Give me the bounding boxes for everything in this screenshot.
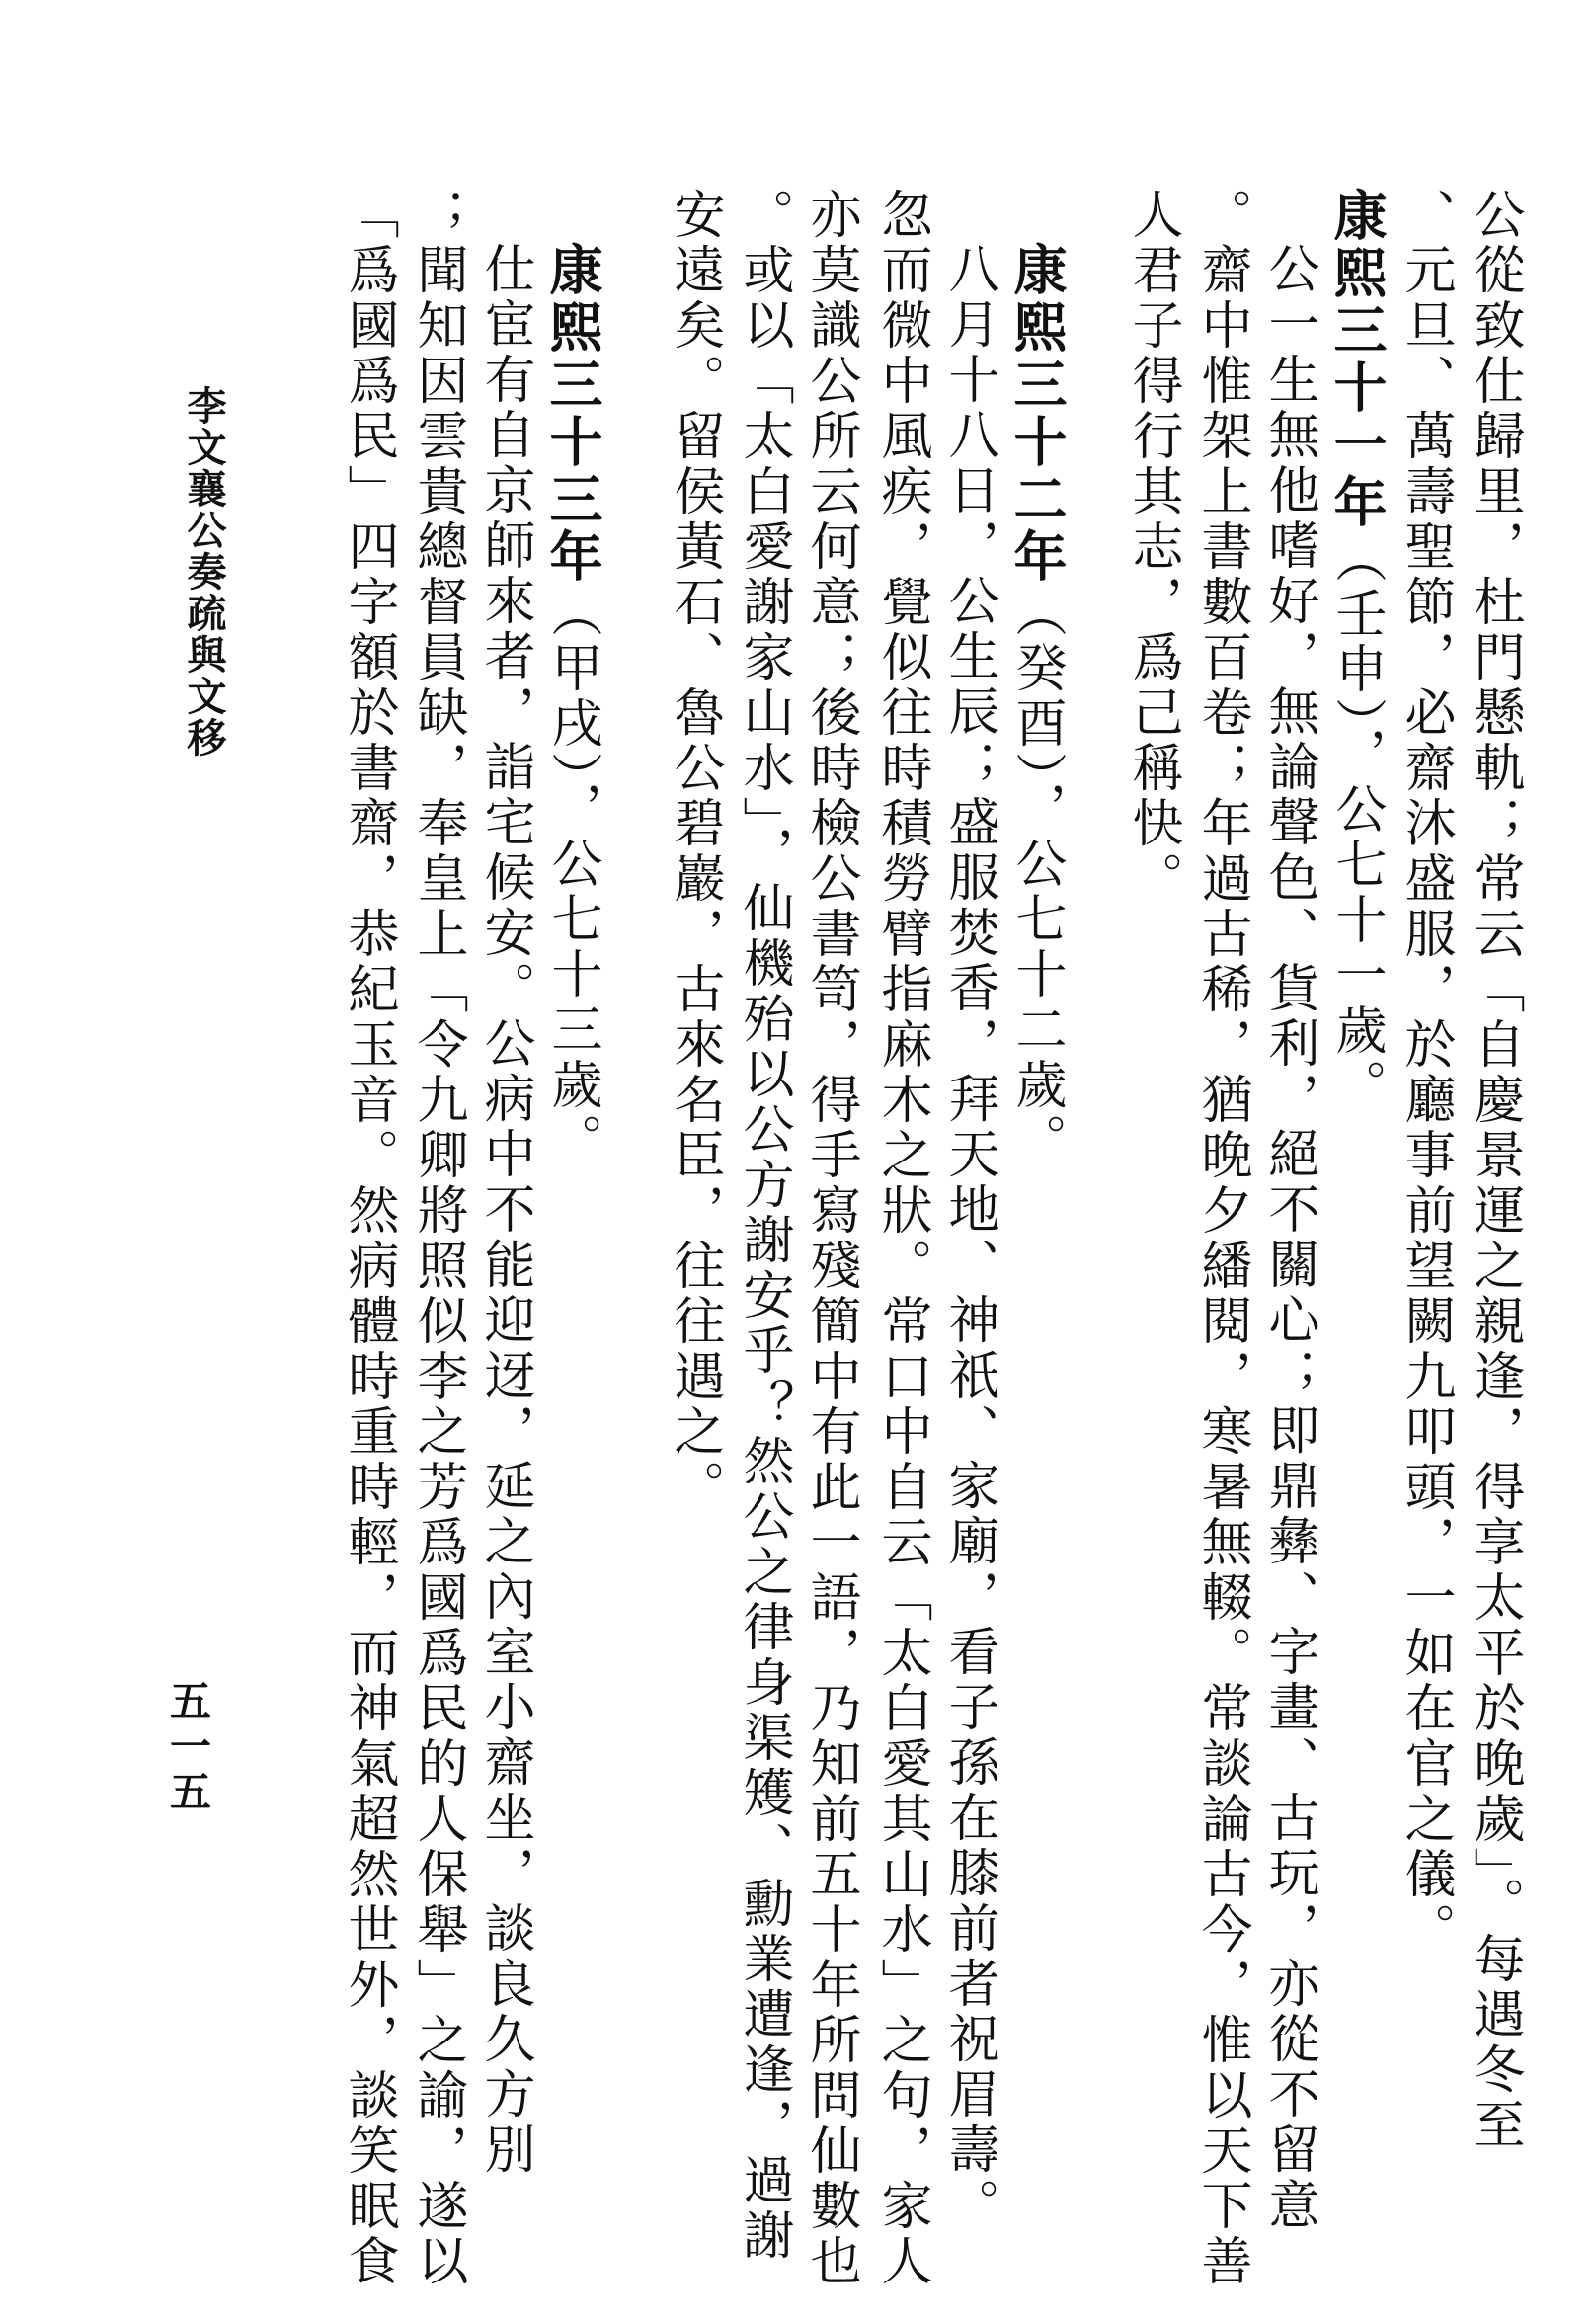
column-text: 公從致仕歸里，杜門懸軌；常云「自慶景運之親逢，得享太平於晚歲」。每遇冬至 <box>1465 188 1524 2153</box>
running-title: 李文襄公奏疏與文移 <box>181 385 226 759</box>
column-text: 人君子得行其志，爲己稱快。 <box>1123 188 1182 907</box>
text-column <box>936 242 1001 2233</box>
text-column <box>1256 242 1321 2233</box>
text-column <box>662 188 727 1515</box>
year-heading-column <box>539 242 604 1168</box>
column-text: 仕宦有自京師來者，詣宅候安。公病中不能迎迓，延之內室小齋坐，談良久方別 <box>475 242 534 2178</box>
column-text: 安遠矣。留侯黃石、魯公碧巖，古來名臣，往往遇之。 <box>665 188 724 1515</box>
column-text: （甲戌），公七十三歲。 <box>542 586 601 1168</box>
text-column <box>731 188 796 2264</box>
column-text: 八月十八日，公生辰；盛服焚香，拜天地、神祇、家廟，看子孫在膝前者祝眉壽。 <box>939 242 998 2233</box>
text-column <box>1120 188 1185 907</box>
text-column <box>405 188 470 2289</box>
column-text: 公一生無他嗜好，無論聲色、貨利，絕不關心；即鼎彝、字畫、古玩，亦從不留意 <box>1259 242 1318 2233</box>
text-column <box>1189 188 1254 2289</box>
column-text: 、元旦、萬壽聖節，必齋沐盛服，於廳事前望闕九叩頭，一如在官之儀。 <box>1396 188 1455 1958</box>
column-text: 亦莫識公所云何意；後時檢公書笥，得手寫殘簡中有此一語，乃知前五十年所問仙數也 <box>801 188 860 2289</box>
text-column <box>869 188 934 2289</box>
column-text: 「爲國爲民」四字額於書齋，恭紀玉音。然病體時重時輕，而神氣超然世外，談笑眠食 <box>339 188 398 2289</box>
column-text: 忽而微中風疾，覺似往時積勞臂指麻木之狀。常口中自云「太白愛其山水」之句，家人 <box>872 188 931 2289</box>
column-text: （癸酉），公七十二歲。 <box>1006 586 1066 1168</box>
column-text: ；聞知因雲貴總督員缺，奉皇上「令九卿將照似李之芳爲國爲民的人保舉」之諭，遂以 <box>408 188 467 2289</box>
text-column <box>1393 188 1458 1958</box>
text-column <box>336 188 401 2289</box>
text-column <box>1462 188 1527 2153</box>
text-column <box>798 188 863 2289</box>
year-heading-column <box>1003 242 1069 1168</box>
column-text: 。齋中惟架上書數百卷；年過古稀，猶晚夕繙閱，寒暑無輟。常談論古今，惟以天下善 <box>1192 188 1251 2289</box>
page-number: 五一五 <box>164 1679 212 1815</box>
column-text: 。或以「太白愛謝家山水」，仙機殆以公方謝安乎？然公之律身渠矱、勳業遭逢，過謝 <box>734 188 793 2264</box>
year-heading: 康熙三十一年 <box>1325 188 1388 531</box>
column-text: （壬申），公七十一歲。 <box>1326 531 1386 1114</box>
year-heading: 康熙三十二年 <box>1005 242 1068 586</box>
text-column <box>472 242 537 2178</box>
year-heading: 康熙三十三年 <box>541 242 603 586</box>
year-heading-column <box>1323 188 1389 1114</box>
